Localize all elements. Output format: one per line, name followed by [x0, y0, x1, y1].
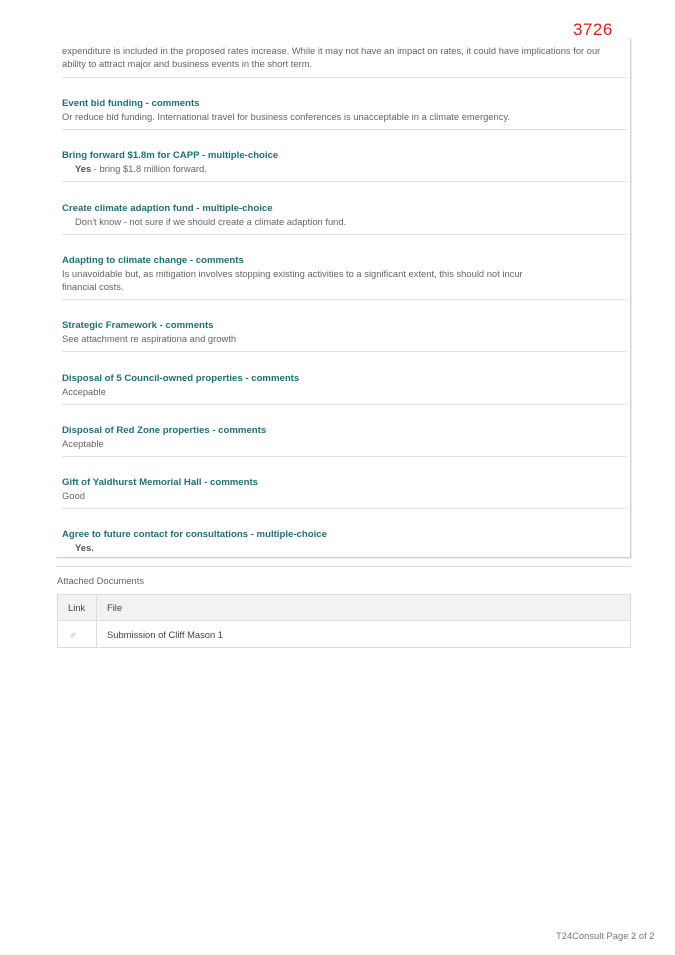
continued-answer	[62, 44, 627, 70]
answer-choice: Yes	[75, 163, 92, 174]
table-header-row	[58, 595, 631, 621]
response-yaldhurst-hall	[62, 476, 627, 502]
answer-text: See attachment re aspirationa and growth	[62, 333, 237, 344]
file-name: Submission of Cliff Mason 1	[97, 621, 631, 648]
answer-choice: Yes.	[75, 542, 94, 553]
divider	[62, 77, 627, 78]
divider	[62, 456, 627, 457]
divider	[62, 508, 627, 509]
divider	[62, 181, 627, 182]
question-title: Strategic Framework - comments	[62, 320, 214, 331]
footer-page-info: T24Consult Page 2 of 2	[556, 930, 655, 941]
question-title: Gift of Yaldhurst Memorial Hall - comments	[62, 477, 258, 488]
divider	[62, 234, 627, 235]
divider	[62, 129, 627, 130]
question-title: Event bid funding - comments	[62, 98, 200, 109]
divider	[62, 351, 627, 352]
response-future-contact	[62, 528, 627, 554]
column-header-link: Link	[58, 595, 97, 621]
question-title: Bring forward $1.8m for CAPP - multiple-choice	[62, 150, 279, 161]
answer-text: Aceptable	[62, 438, 104, 449]
answer-text: Accepable	[62, 386, 106, 397]
divider	[56, 566, 631, 567]
link-icon[interactable]: ✐	[70, 630, 77, 640]
attached-documents-title: Attached Documents	[57, 575, 145, 586]
answer-text: Is unavoidable but, as mitigation involves stopping existing activities to a significant extent, this should not incur financial costs.	[62, 268, 523, 292]
submission-responses	[56, 38, 631, 558]
question-title: Agree to future contact for consultations - multiple-choice	[62, 529, 327, 540]
table-row	[58, 621, 631, 648]
answer-text: Or reduce bid funding. International travel for business conferences is unacceptable in a climate emergency.	[62, 111, 510, 122]
answer-detail: - bring $1.8 million forward.	[91, 163, 207, 174]
question-title: Adapting to climate change - comments	[62, 255, 244, 266]
answer-text: Good	[62, 490, 85, 501]
response-red-zone-properties	[62, 424, 627, 450]
response-council-properties	[62, 372, 627, 398]
page-number: 3726	[573, 20, 613, 39]
continued-answer-text: expenditure is included in the proposed rates increase. While it may not have an impact on rates, it could have implications for our ability to attract major and business events in the short term.	[62, 45, 601, 69]
question-title: Disposal of Red Zone properties - comments	[62, 425, 267, 436]
divider	[62, 299, 627, 300]
response-event-bid-funding	[62, 97, 627, 123]
link-cell[interactable]	[58, 621, 97, 648]
divider	[62, 404, 627, 405]
response-capp	[62, 149, 627, 175]
answer-text: Don't know - not sure if we should create a climate adaption fund.	[75, 216, 347, 227]
response-adapting-climate-change	[62, 254, 627, 293]
column-header-file: File	[97, 595, 631, 621]
answer-text	[62, 541, 627, 554]
response-climate-adaption-fund	[62, 202, 627, 228]
attached-documents-table	[57, 594, 631, 648]
answer-text	[62, 162, 627, 175]
question-title: Disposal of 5 Council-owned properties - comments	[62, 373, 300, 384]
response-strategic-framework	[62, 319, 627, 345]
question-title: Create climate adaption fund - multiple-choice	[62, 203, 273, 214]
